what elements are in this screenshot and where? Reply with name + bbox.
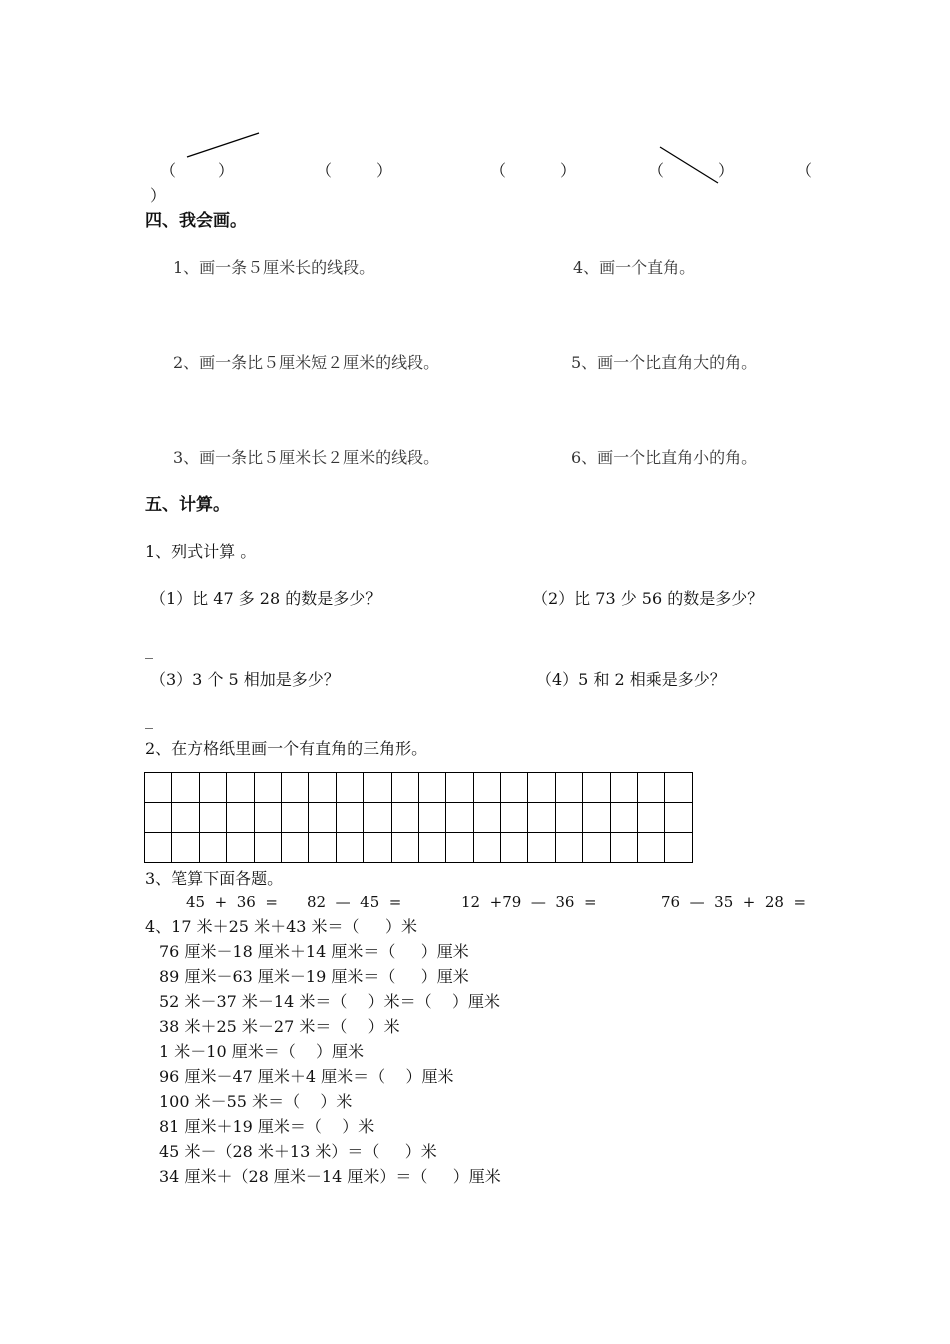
draw-item-1: 1、画一条５厘米长的线段。 [173, 258, 376, 277]
angle-line-4 [660, 147, 718, 183]
q4-item-9: 45 米－（28 米＋13 米）＝（ ）米 [159, 1142, 437, 1161]
blank-4-open: （ [648, 161, 665, 180]
draw-item-6: 6、画一个比直角小的角。 [571, 448, 758, 467]
grid-row [145, 833, 693, 863]
section-4-title: 四、我会画。 [145, 211, 247, 231]
q4-title: 4、17 米＋25 米＋43 米＝（ ）米 [145, 917, 417, 936]
q1-item-2: （2）比 73 少 56 的数是多少？ [532, 589, 764, 608]
blank-2-open: （ [316, 161, 333, 180]
angle-line-1 [187, 133, 259, 157]
q1-underscore-1: _ [145, 640, 153, 659]
draw-item-3: 3、画一条比５厘米长２厘米的线段。 [173, 448, 440, 467]
q4-item-7: 100 米－55 米＝（ ）米 [159, 1092, 353, 1111]
grid-paper [144, 772, 693, 863]
blank-3-close: ） [560, 161, 577, 180]
blank-1-open: （ [160, 161, 177, 180]
q4-item-5: 1 米－10 厘米＝（ ）厘米 [159, 1042, 365, 1061]
q3-item-4: 76 — 35 + 28 = [661, 893, 807, 911]
q3-title: 3、笔算下面各题。 [145, 869, 284, 888]
blank-4-close: ） [718, 161, 735, 180]
q4-item-8: 81 厘米＋19 厘米＝（ ）米 [159, 1117, 375, 1136]
grid-row [145, 803, 693, 833]
blank-5-close: ） [150, 186, 167, 205]
q4-item-6: 96 厘米－47 厘米＋4 厘米＝（ ）厘米 [159, 1067, 454, 1086]
q4-item-3: 52 米－37 米－14 米＝（ ）米＝（ ）厘米 [159, 992, 501, 1011]
q3-item-2: 82 — 45 = [307, 893, 402, 911]
q4-item-4: 38 米＋25 米－27 米＝（ ）米 [159, 1017, 400, 1036]
blank-3-open: （ [490, 161, 507, 180]
blank-5-open: （ [796, 161, 813, 180]
q4-item-2: 89 厘米－63 厘米－19 厘米＝（ ）厘米 [159, 967, 469, 986]
q1-underscore-2: _ [145, 710, 153, 729]
draw-item-2: 2、画一条比５厘米短２厘米的线段。 [173, 353, 440, 372]
q1-item-4: （4）5 和 2 相乘是多少？ [536, 670, 726, 689]
q4-item-10: 34 厘米＋（28 厘米－14 厘米）＝（ ）厘米 [159, 1167, 501, 1186]
blank-2-close: ） [376, 161, 393, 180]
q2-title: 2、在方格纸里画一个有直角的三角形。 [145, 739, 428, 758]
q3-item-1: 45 + 36 = [186, 893, 278, 911]
q4-item-1: 76 厘米－18 厘米＋14 厘米＝（ ）厘米 [159, 942, 469, 961]
q1-item-1: （1）比 47 多 28 的数是多少？ [150, 589, 382, 608]
blank-1-close: ） [218, 161, 235, 180]
draw-item-4: 4、画一个直角。 [573, 258, 696, 277]
section-5-title: 五、计算。 [145, 495, 230, 515]
q1-item-3: （3）3 个 5 相加是多少？ [150, 670, 340, 689]
draw-item-5: 5、画一个比直角大的角。 [571, 353, 758, 372]
q1-title: 1、列式计算 。 [145, 542, 257, 561]
grid-row [145, 773, 693, 803]
q3-item-3: 12 +79 — 36 = [461, 893, 597, 911]
